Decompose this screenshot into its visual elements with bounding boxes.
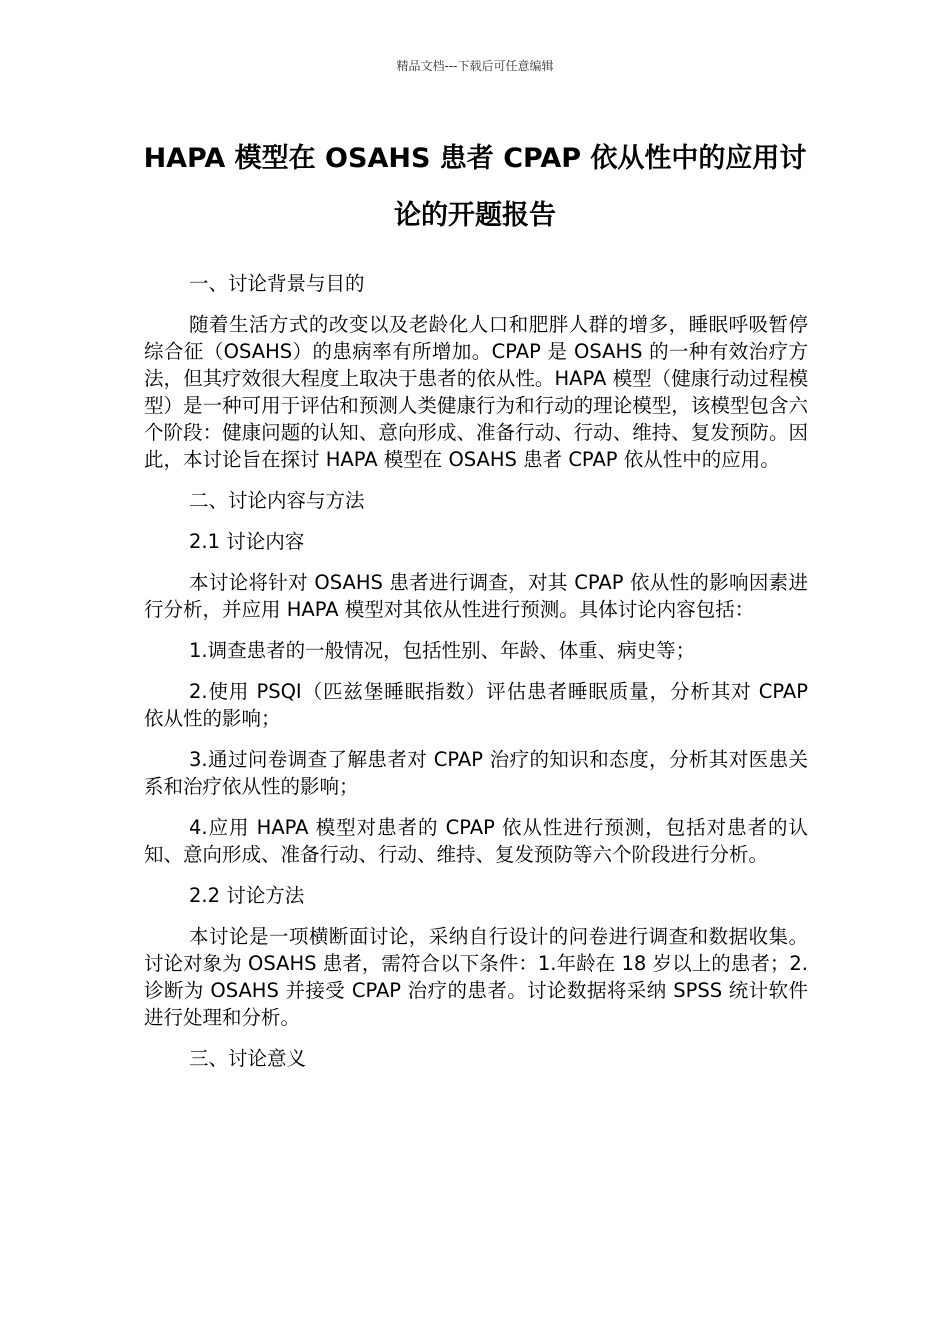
list-item-4: 4.应用 HAPA 模型对患者的 CPAP 依从性进行预测，包括对患者的认知、意向形成、准备行动、行动、维持、复发预防等六个阶段进行分析。	[144, 816, 808, 866]
subsection-heading-content: 2.1 讨论内容	[189, 530, 305, 553]
paragraph-method: 本讨论是一项横断面讨论，采纳自行设计的问卷进行调查和数据收集。讨论对象为 OSAHS 患者，需符合以下条件：1.年龄在 18 岁以上的患者；2.诊断为 OSAHS 并接受 CPAP 治疗的患者。讨论数据将采纳 SPSS 统计软件进行处理和分析。	[144, 925, 808, 1029]
section-heading-significance: 三、讨论意义	[189, 1047, 307, 1070]
subsection-heading-method: 2.2 讨论方法	[189, 884, 305, 907]
list-item-3: 3.通过问卷调查了解患者对 CPAP 治疗的知识和态度，分析其对医患关系和治疗依从性的影响；	[144, 748, 808, 798]
paragraph-background: 随着生活方式的改变以及老龄化人口和肥胖人群的增多，睡眠呼吸暂停综合征（OSAHS）的患病率有所增加。CPAP 是 OSAHS 的一种有效治疗方法，但其疗效很大程度上取决于患者的依从性。HAPA 模型（健康行动过程模型）是一种可用于评估和预测人类健康行为和行动的理论模型，该模型包含六个阶段：健康问题的认知、意向形成、准备行动、行动、维持、复发预防。因此，本讨论旨在探讨 HAPA 模型在 OSAHS 患者 CPAP 依从性中的应用。	[144, 313, 808, 471]
paragraph-content-intro: 本讨论将针对 OSAHS 患者进行调查，对其 CPAP 依从性的影响因素进行分析，并应用 HAPA 模型对其依从性进行预测。具体讨论内容包括：	[144, 571, 808, 621]
section-heading-background: 一、讨论背景与目的	[189, 272, 365, 295]
list-item-2: 2.使用 PSQI（匹兹堡睡眠指数）评估患者睡眠质量，分析其对 CPAP 依从性的影响；	[144, 680, 808, 730]
section-heading-content-method: 二、讨论内容与方法	[189, 489, 365, 512]
header-note: 精品文档---下载后可任意编辑	[396, 59, 554, 73]
document-body	[144, 270, 808, 1086]
list-item-1: 1.调查患者的一般情况，包括性别、年龄、体重、病史等；	[189, 639, 696, 662]
document-title: HAPA 模型在 OSAHS 患者 CPAP 依从性中的应用讨论的开题报告	[143, 143, 807, 231]
